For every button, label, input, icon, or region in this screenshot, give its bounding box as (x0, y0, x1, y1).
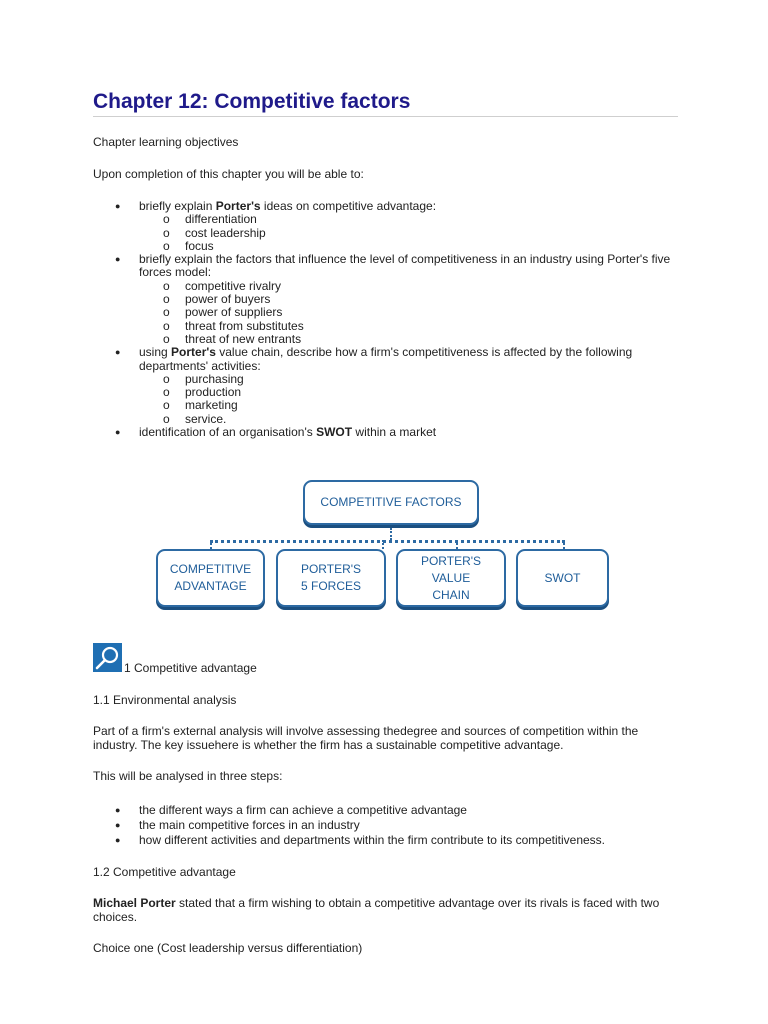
objective-text-bold: Porter's (171, 345, 216, 360)
diagram-connector-child (456, 540, 458, 549)
sub-heading-competitive-advantage: 1.2 Competitive advantage (93, 865, 236, 879)
bullet-glyph: ● (115, 805, 121, 815)
objective-text-pre: briefly explain (139, 199, 216, 213)
objective-sublist (139, 280, 678, 346)
bullet-glyph: ● (115, 820, 121, 830)
sub-item (139, 399, 678, 412)
sub-item-text: production (185, 385, 242, 400)
sub-item (139, 413, 678, 426)
bullet-glyph: ● (115, 347, 121, 358)
sub-item (139, 320, 678, 333)
sub-item-text: purchasing (185, 371, 244, 386)
porter-name: Michael Porter (93, 896, 176, 910)
objective-item (93, 200, 678, 253)
chapter-title: Chapter 12: Competitive factors (93, 90, 411, 113)
sub-item-text: differentiation (185, 212, 257, 227)
objective-sublist (139, 373, 678, 426)
objective-item (93, 253, 678, 346)
sub-item-text: power of buyers (185, 292, 271, 307)
sub-item (139, 240, 678, 253)
sub-bullet-glyph: o (163, 398, 170, 413)
objective-text-bold: Porter's (215, 199, 261, 213)
bullet-glyph: ● (115, 835, 121, 845)
step-text: the main competitive forces in an industry (139, 818, 360, 832)
diagram-box-competitive-advantage (156, 549, 265, 607)
diagram-root-box (303, 480, 479, 525)
objective-item (93, 346, 678, 426)
intro-text: Upon completion of this chapter you will be able to: (93, 167, 364, 181)
step-item (93, 818, 678, 833)
sub-bullet-glyph: o (163, 278, 170, 293)
objective-item (93, 426, 678, 439)
sub-bullet-glyph: o (163, 371, 170, 386)
objective-text-pre: using (139, 345, 172, 360)
diagram-connector-child (563, 540, 565, 549)
sub-bullet-glyph: o (163, 225, 170, 240)
sub-item (139, 227, 678, 240)
diagram-box-label: PORTER'S 5 FORCES (300, 562, 362, 593)
learning-objectives-heading: Chapter learning objectives (93, 135, 239, 149)
objective-text-post: value chain, describe how a firm's competitiveness is affected by the following departments' activities: (139, 345, 633, 373)
objectives-list (93, 200, 678, 439)
magnifier-icon-graphic (93, 643, 122, 672)
sub-item-text: focus (185, 238, 214, 253)
sub-bullet-glyph: o (163, 331, 170, 346)
objective-text-post: ideas on competitive advantage: (260, 199, 437, 213)
bullet-glyph: ● (115, 254, 121, 265)
sub-item (139, 386, 678, 399)
sub-item-text: service. (185, 411, 227, 426)
sub-heading-environmental-analysis: 1.1 Environmental analysis (93, 693, 237, 707)
diagram-root-label: COMPETITIVE FACTORS (320, 495, 462, 509)
objective-sublist (139, 213, 678, 253)
sub-item (139, 293, 678, 306)
sub-item-text: power of suppliers (185, 305, 283, 320)
sub-item-text: competitive rivalry (185, 278, 282, 293)
sub-bullet-glyph: o (163, 292, 170, 307)
sub-bullet-glyph: o (163, 411, 170, 426)
diagram-box-value-chain (396, 549, 506, 607)
sub-item-text: threat from substitutes (185, 318, 304, 333)
objective-text-pre: identification of an organisation's (139, 425, 317, 440)
sub-item-text: marketing (185, 398, 238, 413)
paragraph-external-analysis: Part of a firm's external analysis will involve assessing thedegree and sources of competition within the industry. The key issuehere is whether the firm has a sustainable competitive advantage. (93, 724, 639, 752)
diagram-box-label: COMPETITIVE ADVANTAGE (169, 562, 252, 593)
sub-item (139, 306, 678, 319)
porter-text: stated that a firm wishing to obtain a competitive advantage over its rivals is faced with two choices. (93, 896, 660, 924)
diagram-box-label: PORTER'S VALUE CHAIN (420, 553, 482, 602)
title-divider (93, 116, 678, 117)
sub-bullet-glyph: o (163, 318, 170, 333)
diagram-connector-root (390, 528, 392, 540)
objective-text-post: within a market (352, 425, 437, 440)
diagram-connector-child (210, 540, 212, 549)
bullet-glyph: ● (115, 427, 121, 438)
choice-one-heading: Choice one (Cost leadership versus differentiation) (93, 941, 363, 955)
step-item (93, 833, 678, 848)
sub-item (139, 333, 678, 346)
sub-item (139, 213, 678, 226)
sub-item (139, 373, 678, 386)
sub-bullet-glyph: o (163, 238, 170, 253)
diagram-box-label: SWOT (544, 570, 581, 585)
section-heading: 1 Competitive advantage (124, 661, 257, 675)
diagram-box-five-forces (276, 549, 386, 607)
sub-bullet-glyph: o (163, 385, 170, 400)
paragraph-porter (93, 896, 678, 924)
diagram-box-swot (516, 549, 609, 607)
step-text: how different activities and departments within the firm contribute to its competitiveness. (139, 833, 606, 847)
sub-item-text: threat of new entrants (185, 331, 302, 346)
sub-bullet-glyph: o (163, 305, 170, 320)
diagram-connector-child (382, 540, 384, 549)
diagram-connector-horizontal (210, 540, 565, 543)
sub-bullet-glyph: o (163, 212, 170, 227)
step-text: the different ways a firm can achieve a competitive advantage (139, 803, 467, 817)
step-item (93, 803, 678, 818)
sub-item-text: cost leadership (185, 225, 266, 240)
magnifier-icon (93, 643, 122, 672)
competitive-factors-diagram (150, 478, 615, 613)
objective-text-pre: briefly explain the factors that influence the level of competitiveness in an industry using Porter's five forces model: (139, 252, 671, 280)
objective-text-bold: SWOT (316, 425, 353, 440)
steps-list (93, 803, 678, 848)
paragraph-steps: This will be analysed in three steps: (93, 769, 283, 783)
sub-item (139, 280, 678, 293)
bullet-glyph: ● (115, 201, 121, 211)
